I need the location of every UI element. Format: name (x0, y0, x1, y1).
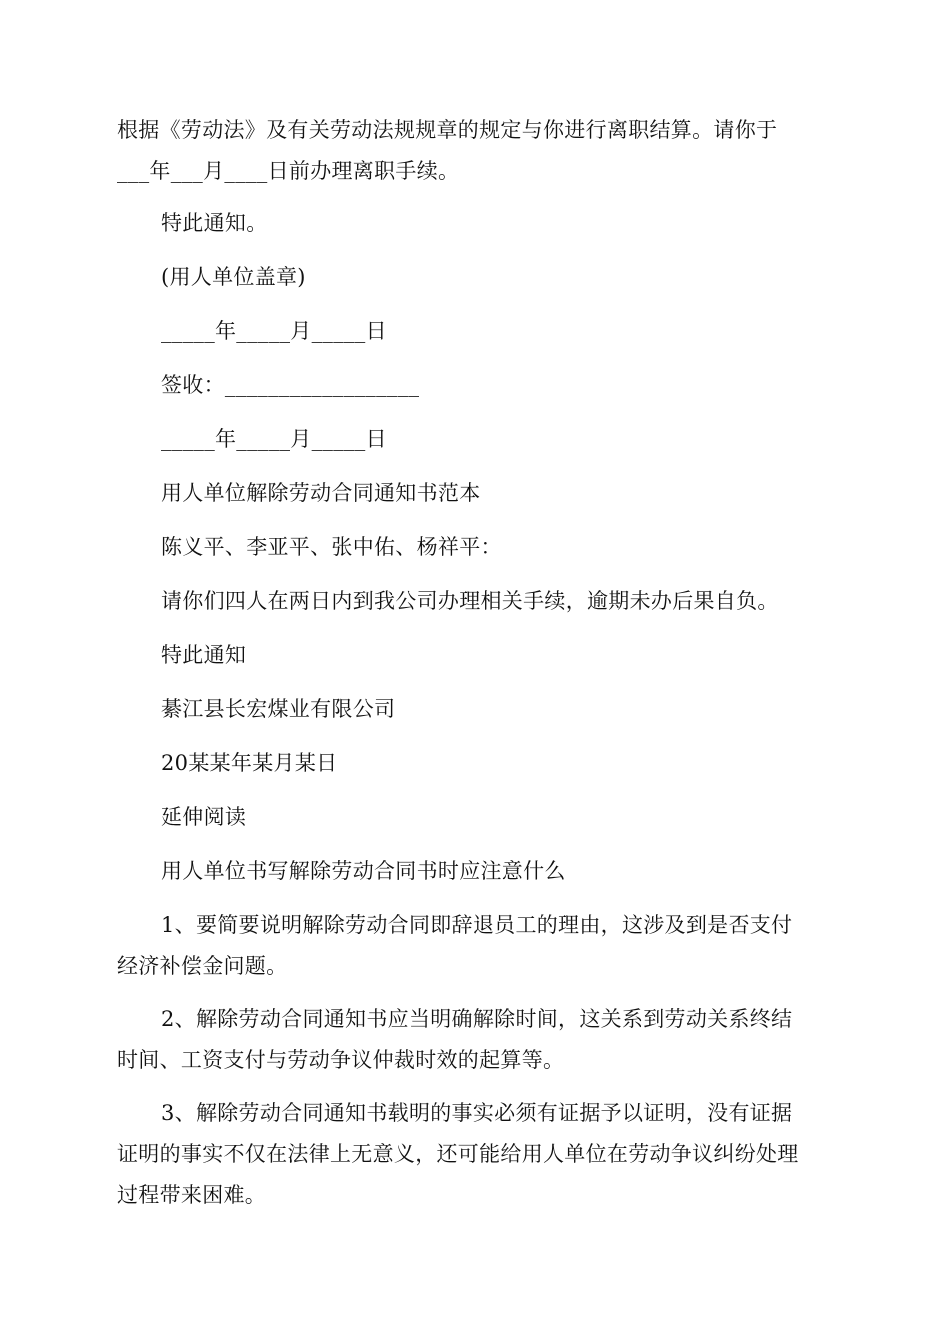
sample-title: 用人单位解除劳动合同通知书范本 (161, 481, 481, 505)
date-blank-2: _____年_____月_____日 (161, 427, 387, 451)
sign-receipt: 签收：__________________ (161, 373, 420, 397)
point-1-line-2: 经济补偿金问题。 (117, 954, 288, 978)
point-3-line-2: 证明的事实不仅在法律上无意义，还可能给用人单位在劳动争议纠纷处理 (117, 1142, 799, 1166)
point-2-line-1: 2、解除劳动合同通知书应当明确解除时间，这关系到劳动关系终结 (161, 1007, 793, 1031)
addressees: 陈义平、李亚平、张中佑、杨祥平： (161, 535, 502, 559)
point-3-line-3: 过程带来困难。 (117, 1183, 267, 1207)
extended-reading-heading: 延伸阅读 (161, 805, 247, 829)
notice-text: 特此通知。 (161, 211, 268, 235)
point-3-line-1: 3、解除劳动合同通知书载明的事实必须有证据予以证明，没有证据 (161, 1101, 793, 1125)
question-heading: 用人单位书写解除劳动合同书时应注意什么 (161, 859, 566, 883)
notice-text-2: 特此通知 (161, 643, 247, 667)
intro-line-1: 根据《劳动法》及有关劳动法规规章的规定与你进行离职结算。请你于 (117, 118, 778, 142)
request-text: 请你们四人在两日内到我公司办理相关手续，逾期未办后果自负。 (161, 589, 779, 613)
company-name: 綦江县长宏煤业有限公司 (161, 697, 396, 721)
point-1-line-1: 1、要简要说明解除劳动合同即辞退员工的理由，这涉及到是否支付 (161, 913, 793, 937)
date-text: 20某某年某月某日 (161, 751, 338, 775)
date-blank-1: _____年_____月_____日 (161, 319, 387, 343)
intro-line-2: ___年___月____日前办理离职手续。 (117, 159, 460, 183)
point-2-line-2: 时间、工资支付与劳动争议仲裁时效的起算等。 (117, 1048, 565, 1072)
seal-text: (用人单位盖章) (161, 265, 306, 289)
